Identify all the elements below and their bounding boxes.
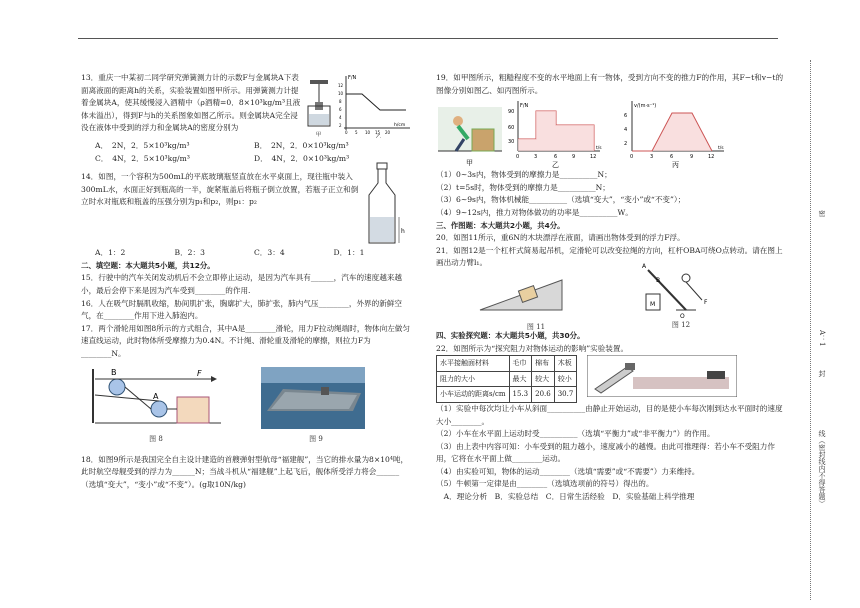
svg-text:90: 90 xyxy=(508,109,515,116)
q19-item-1: （1）0∼3s内，物体受到的摩擦力是__________N； xyxy=(436,170,612,180)
svg-text:h: h xyxy=(401,228,405,236)
svg-text:F/N: F/N xyxy=(520,103,529,110)
q19-fig-v-t xyxy=(620,99,730,169)
svg-text:12: 12 xyxy=(590,154,597,161)
svg-text:0: 0 xyxy=(516,154,520,161)
svg-text:乙: 乙 xyxy=(552,161,559,170)
q13-text: 13．重庆一中某初二同学研究弹簧测力计的示数F与金属块A下表面离液面的距离h的关系，实验装置如图甲所示。用弹簧测力计提着金属块A，使其缓慢浸入酒精中（ρ酒精=0．8×10³kg/m³且液体未溢出），得到F与h的关系图象如图乙所示。则金属块A完全浸没在液体中受到的浮力和金属块A的密度分别为 xyxy=(81,73,301,133)
q22-apparatus-figure xyxy=(587,355,737,397)
section-4-heading: 四、实验探究题：本大题共5小题，共30分。 xyxy=(436,330,585,340)
svg-text:0: 0 xyxy=(344,130,348,135)
svg-text:6: 6 xyxy=(338,107,342,112)
svg-text:3: 3 xyxy=(534,154,538,161)
q19-item-2: （2）t=5s时，物体受到的摩擦力是__________N； xyxy=(436,182,610,192)
svg-text:9: 9 xyxy=(572,154,576,161)
q17-text: 17．两个滑轮用如图8所示的方式组合，其中A是________滑轮，用力F拉动绳端时，物体向左做匀速直线运动，此时物体所受摩擦力为0.4N。不计绳、滑轮重及滑轮的摩擦，则拉力F为________N。 xyxy=(81,323,410,358)
svg-text:2: 2 xyxy=(338,123,342,128)
q13-sub-a: 甲 xyxy=(315,132,321,138)
svg-text:10: 10 xyxy=(337,91,343,96)
header-rule xyxy=(78,38,778,39)
svg-text:6: 6 xyxy=(624,113,628,120)
q21-text: 21．如图12是一个杠杆式简易起吊机，定滑轮可以改变拉绳的方向，杠杆OBA可绕O点转动。请在图上画出动力臂l₁。 xyxy=(436,245,783,268)
svg-text:A: A xyxy=(642,262,647,270)
q13-option-d: D． 4N，2．0×10³kg/m³ xyxy=(254,153,350,163)
q14-option-c: C．3：4 xyxy=(254,248,285,258)
svg-text:3: 3 xyxy=(650,154,654,161)
q22-table xyxy=(436,355,577,403)
q13-block xyxy=(81,72,413,138)
table-row: 水平接触面材料 毛巾 棉布 木板 xyxy=(437,356,577,372)
q22-item-4: （4）由实验可知，物体的运动________（选填“需要”或“不需要”）力来维持。 xyxy=(436,466,700,476)
q19-fig-jia xyxy=(436,99,506,169)
q15-text: 15．行驶中的汽车关闭发动机后不会立即停止运动，是因为汽车具有______，汽车的速度越来越小，最后会停下来是因为汽车受到________的作用. xyxy=(81,273,403,295)
q14-option-a: A．1：2 xyxy=(95,248,126,258)
svg-text:10: 10 xyxy=(364,130,370,135)
fig8 xyxy=(81,367,231,446)
table-row: 阻力的大小 最大 较大 较小 xyxy=(437,371,577,387)
fig8-fig9-row xyxy=(81,367,413,446)
svg-text:甲: 甲 xyxy=(466,159,473,168)
fig9 xyxy=(261,367,371,446)
svg-text:60: 60 xyxy=(508,125,515,132)
q14-options xyxy=(81,247,413,260)
fig9-caption: 图 9 xyxy=(309,435,323,444)
svg-text:O: O xyxy=(680,312,685,320)
q22-item-2: （2）小车在水平面上运动时受__________（选填“平衡力”或“非平衡力”）的作用。 xyxy=(436,429,715,439)
svg-text:8: 8 xyxy=(338,99,342,104)
q13-option-a: A． 2N，2．5×10³kg/m³ xyxy=(95,141,190,150)
svg-text:12: 12 xyxy=(337,83,343,88)
q19-item-3: （3）6∼9s内，物体机械能__________（选填“变大”，“变小”或“不变”）； xyxy=(436,195,686,205)
q13-option-c: C． 4N，2．5×10³kg/m³ xyxy=(95,153,190,163)
q19-figures xyxy=(436,99,786,169)
svg-text:丙: 丙 xyxy=(672,161,679,170)
carrier-photo xyxy=(261,367,365,429)
svg-text:30: 30 xyxy=(508,139,515,146)
q22-table-row xyxy=(436,355,786,403)
q19-fig-f-t xyxy=(506,99,602,169)
svg-text:t/s: t/s xyxy=(596,146,602,152)
svg-text:h/cm: h/cm xyxy=(393,123,405,128)
q19-item-4: （4）9∼12s内，推力对物体做功的功率是__________W。 xyxy=(436,207,633,217)
svg-text:6: 6 xyxy=(554,154,558,161)
q13-option-b: B． 2N，2．0×10³kg/m³ xyxy=(254,141,349,150)
svg-text:4: 4 xyxy=(338,115,342,120)
q13-sub-b: 乙 xyxy=(375,134,381,138)
q22-item-5: （5）牛顿第一定律是由________（选填选项前的符号）得出的。 xyxy=(436,479,654,489)
svg-text:6: 6 xyxy=(670,154,674,161)
q22-item-5-options: A．理论分析 B．实验总结 C．日常生活经验 D．实验基础上科学推理 xyxy=(436,492,695,502)
svg-text:12: 12 xyxy=(708,154,715,161)
q14-option-d: D．1：1 xyxy=(333,248,365,258)
q14-block xyxy=(81,171,413,247)
svg-text:t/s: t/s xyxy=(718,146,724,152)
svg-text:v/(m·s⁻¹): v/(m·s⁻¹) xyxy=(634,103,657,110)
fig8-label-a: A xyxy=(153,391,159,401)
svg-text:0: 0 xyxy=(630,154,634,161)
q14-option-b: B．2：3 xyxy=(174,248,205,258)
seal-label-note: 线（密封线内不得答题） xyxy=(818,430,826,507)
q20-text: 20．如图11所示，重6N的木块漂浮在液面，请画出物体受到的浮力F浮。 xyxy=(436,233,685,243)
q18-text: 18．如图9所示是我国完全自主设计建造的首艘弹射型航母“福建舰”，当它的排水量为8×10⁴吨，此时航空母舰受到的浮力为______N；当战斗机从“福建舰”上起飞后，舰体所受浮力将会______（选填“变大”，“变小”或“不变”）。(g取10N/kg) xyxy=(81,454,409,489)
fig8-caption: 图 8 xyxy=(149,435,163,444)
fig11-fig12-row xyxy=(436,262,786,331)
svg-text:15: 15 xyxy=(374,130,380,135)
q13-figure xyxy=(306,72,413,138)
svg-text:20: 20 xyxy=(384,130,390,135)
svg-text:F: F xyxy=(704,298,708,306)
svg-text:5: 5 xyxy=(354,130,358,135)
fig8-label-f: F xyxy=(197,368,202,378)
section-2-heading: 二、填空题：本大题共5小题，共12分。 xyxy=(81,260,215,270)
q22-item-3: （3）由上表中内容可知：小车受到的阻力越小，速度减小的越慢。由此可推理得：若小车不受阻力作用，它将在水平面上做________运动。 xyxy=(436,441,775,464)
table-row: 小车运动的距离s/cm 15.3 20.6 30.7 xyxy=(437,387,577,403)
svg-text:4: 4 xyxy=(624,127,628,134)
seal-label-feng: 封 xyxy=(818,370,826,377)
fig12 xyxy=(636,260,726,330)
q22-item-1: （1）实验中每次均让小车从斜面__________由静止开始运动，目的是使小车每次刚到达水平面时的速度大小________。 xyxy=(436,403,783,426)
fig11 xyxy=(476,270,596,330)
svg-text:2: 2 xyxy=(624,141,628,148)
fig12-caption: 图 12 xyxy=(671,320,691,329)
section-3-heading: 三、作图题：本大题共2小题，共4分。 xyxy=(436,220,565,230)
svg-text:9: 9 xyxy=(690,154,694,161)
seal-line-strip xyxy=(810,60,831,600)
svg-text:F/N: F/N xyxy=(347,75,356,81)
left-column xyxy=(81,72,413,492)
right-column xyxy=(436,72,786,504)
q14-text: 14．如图，一个容积为500mL的平底玻璃瓶竖直放在水平桌面上，现往瓶中装入300mL水，水面正好到瓶高的一半，旋紧瓶盖后将瓶子倒立放置，若瓶子正立和倒立时水对瓶底和瓶盖的压强分别为p₁和p₂，则p₁：p₂ xyxy=(81,172,359,207)
seal-label-left: A：1 xyxy=(818,330,826,347)
fig11-caption: 图 11 xyxy=(526,322,546,331)
svg-text:B: B xyxy=(656,276,661,284)
q14-bottle-figure xyxy=(363,161,409,247)
q19-text: 19．如甲图所示，粗糙程度不变的水平地面上有一物体，受到方向不变的推力F的作用，其F−t和v−t的图像分别如图乙、如丙图所示。 xyxy=(436,73,784,95)
q22-text: 22．如图所示为“探究阻力对物体运动的影响”实验装置。 xyxy=(436,343,629,353)
svg-text:M: M xyxy=(650,300,656,308)
fig8-label-b: B xyxy=(111,367,117,377)
q16-text: 16．人在吸气时膈肌收缩，胁间肌扩张，胸廓扩大，肺扩张，肺内气压________，外界的新鲜空气，在________作用下进入肺泡内。 xyxy=(81,298,403,321)
seal-label-mi: 密 xyxy=(818,210,826,217)
